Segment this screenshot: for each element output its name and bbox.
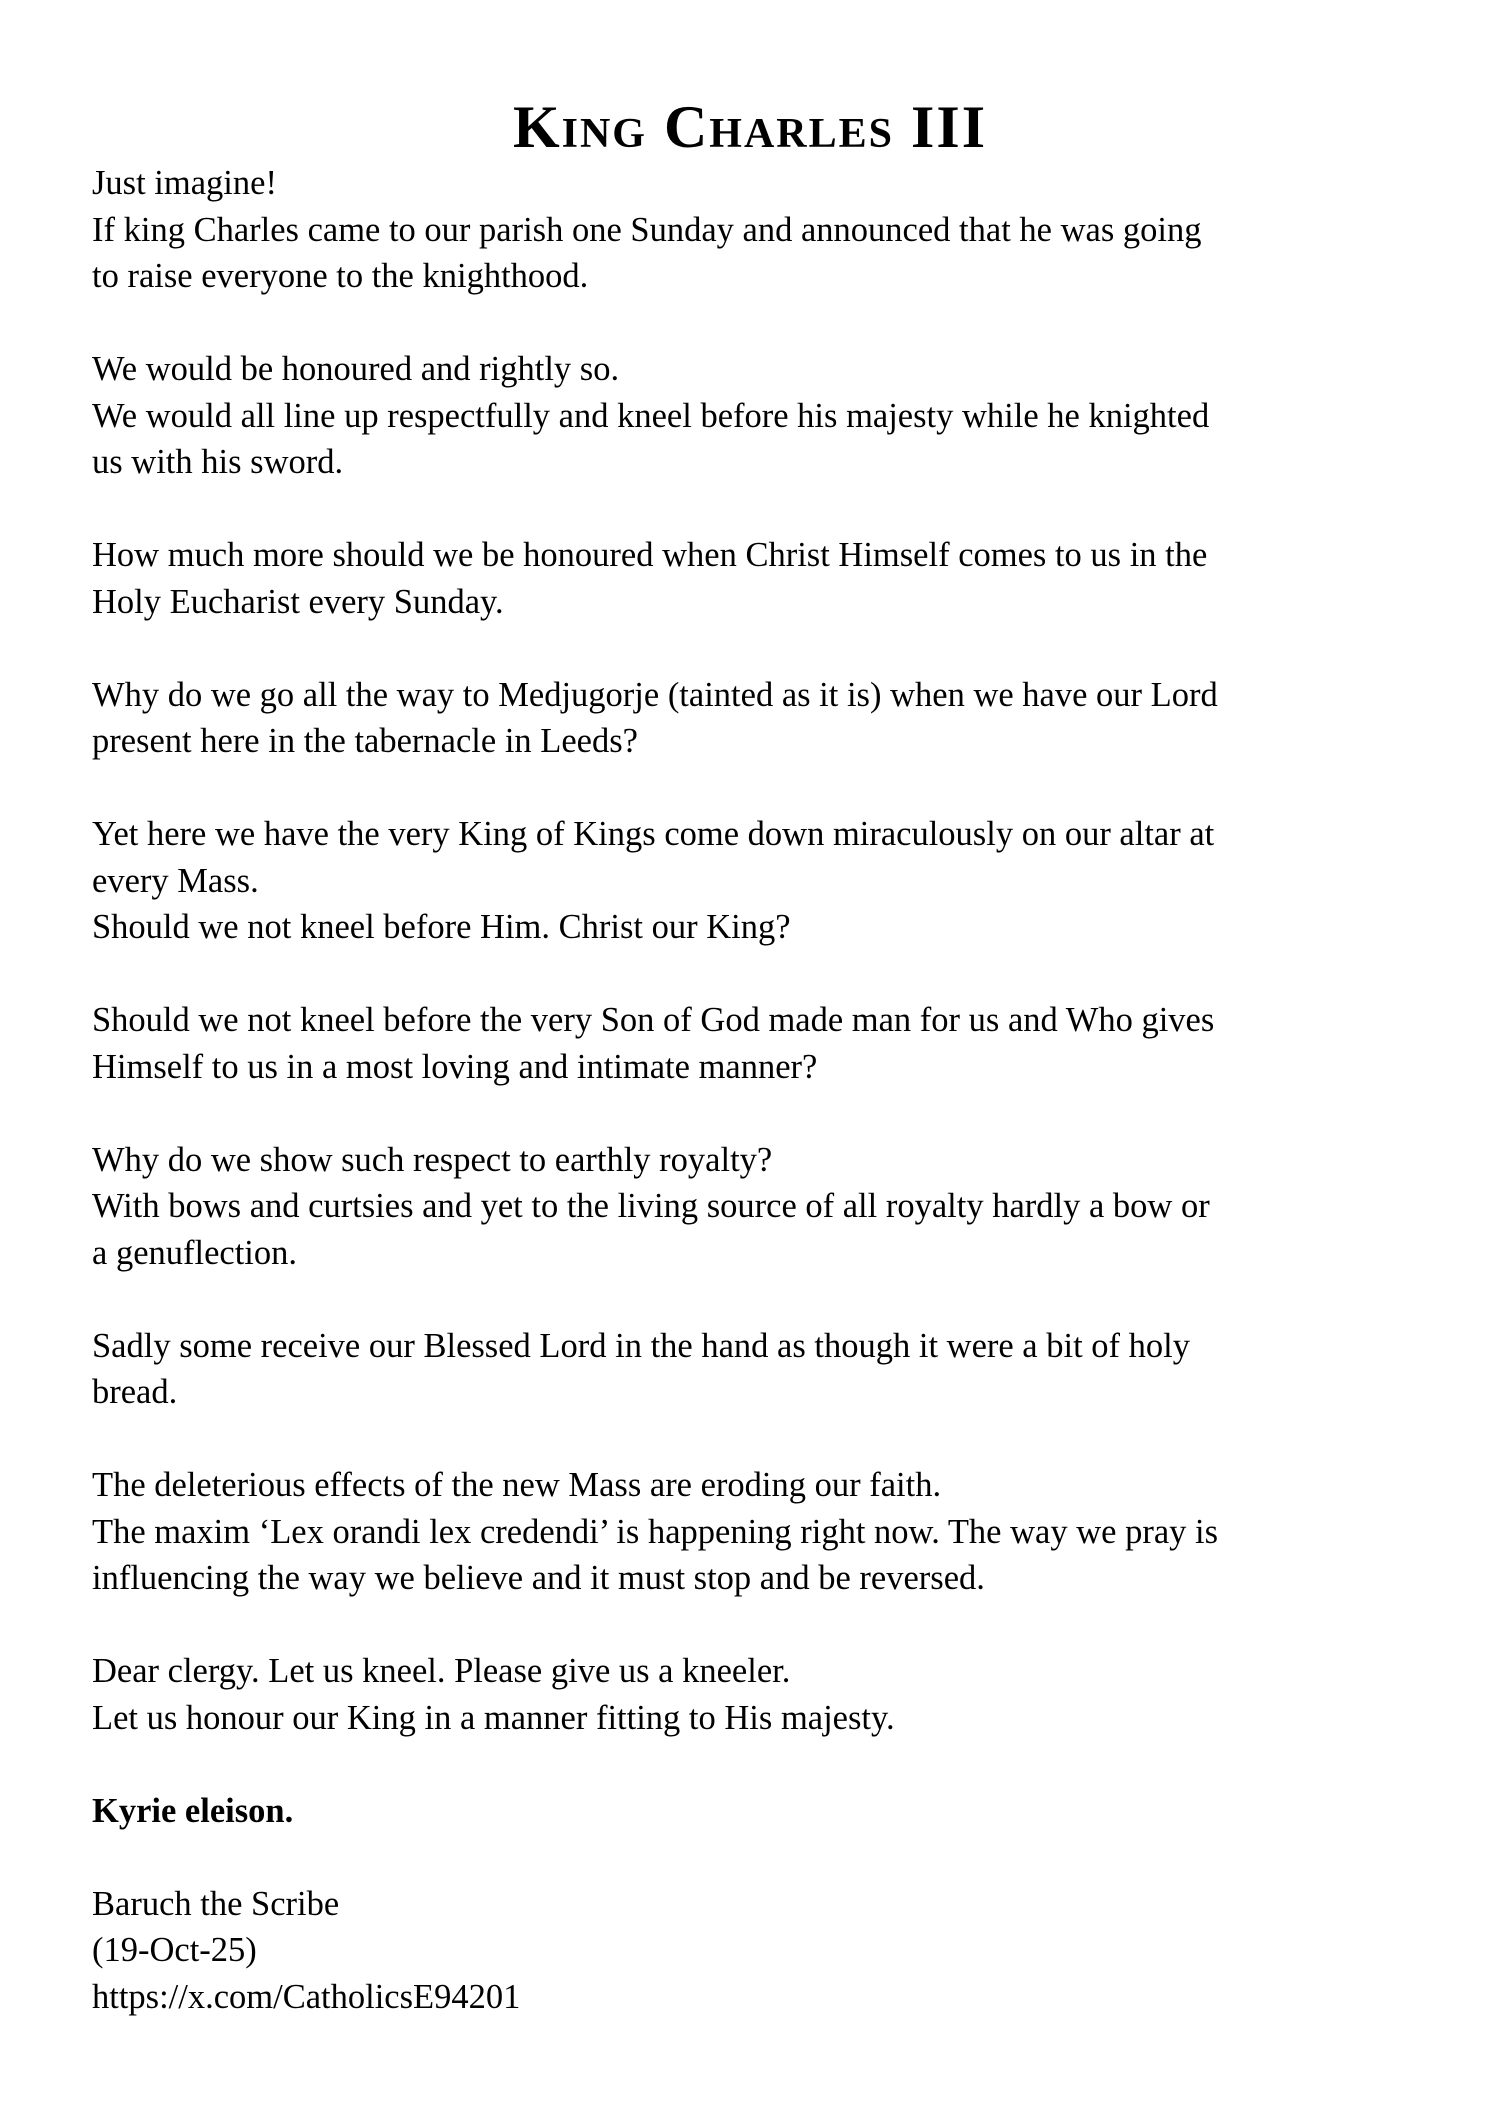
paragraph-line: Sadly some receive our Blessed Lord in the hand as though it were a bit of holy: [92, 1326, 1190, 1365]
paragraph-line: a genuflection.: [92, 1233, 297, 1272]
paragraph-line: every Mass.: [92, 861, 259, 900]
paragraph-line: bread.: [92, 1373, 178, 1411]
paragraph-line: Yet here we have the very King of Kings come down miraculously on our altar at: [92, 815, 1215, 853]
paragraph-line: Why do we show such respect to earthly royalty?: [92, 1140, 773, 1179]
closing-prayer: Kyrie eleison.: [92, 1791, 294, 1830]
paragraph-line: The deleterious effects of the new Mass are eroding our faith.: [92, 1466, 942, 1504]
signature-link[interactable]: https://x.com/CatholicsE94201: [92, 1977, 521, 2016]
document-title: King Charles III: [512, 94, 988, 160]
paragraph-king-of-kings: [92, 811, 1432, 951]
paragraph-line: Holy Eucharist every Sunday.: [92, 582, 504, 621]
paragraph-line: influencing the way we believe and it must stop and be reversed.: [92, 1559, 985, 1597]
paragraph-eucharist: [92, 532, 1432, 625]
paragraph-line: We would all line up respectfully and kneel before his majesty while he knighted: [92, 396, 1210, 435]
paragraph-line: Let us honour our King in a manner fitting to His majesty.: [92, 1698, 895, 1737]
paragraph-line: How much more should we be honoured when Christ Himself comes to us in the: [92, 536, 1208, 574]
signature-author: Baruch the Scribe: [92, 1884, 340, 1923]
paragraph-line: Why do we go all the way to Medjugorje (tainted as it is) when we have our Lord: [92, 675, 1218, 714]
paragraph-new-mass: [92, 1462, 1432, 1602]
paragraph-line: We would be honoured and rightly so.: [92, 350, 620, 388]
paragraph-line: If king Charles came to our parish one Sunday and announced that he was going: [92, 210, 1202, 249]
paragraph-line: Himself to us in a most loving and intimate manner?: [92, 1047, 818, 1086]
paragraph-intro: [92, 160, 1432, 300]
paragraph-line: Should we not kneel before Him. Christ our King?: [92, 908, 791, 946]
paragraph-line: present here in the tabernacle in Leeds?: [92, 722, 638, 760]
paragraph-medjugorje: [92, 672, 1432, 765]
paragraph-honoured: [92, 346, 1432, 486]
paragraph-line: Just imagine!: [92, 164, 277, 202]
paragraph-hand: [92, 1323, 1432, 1416]
document-body: [92, 160, 1432, 2020]
paragraph-line: With bows and curtsies and yet to the living source of all royalty hardly a bow or: [92, 1187, 1210, 1225]
paragraph-royalty: [92, 1137, 1432, 1277]
paragraph-line: Dear clergy. Let us kneel. Please give us a kneeler.: [92, 1652, 791, 1690]
paragraph-line: to raise everyone to the knighthood.: [92, 257, 589, 295]
signature-date: (19-Oct-25): [92, 1931, 257, 1969]
paragraph-line: The maxim ‘Lex orandi lex credendi’ is happening right now. The way we pray is: [92, 1512, 1219, 1551]
paragraph-line: Should we not kneel before the very Son of God made man for us and Who gives: [92, 1001, 1215, 1039]
paragraph-son-of-god: [92, 997, 1432, 1090]
paragraph-line: us with his sword.: [92, 443, 344, 481]
signature-block: [92, 1881, 1432, 2021]
paragraph-clergy: [92, 1648, 1432, 1741]
